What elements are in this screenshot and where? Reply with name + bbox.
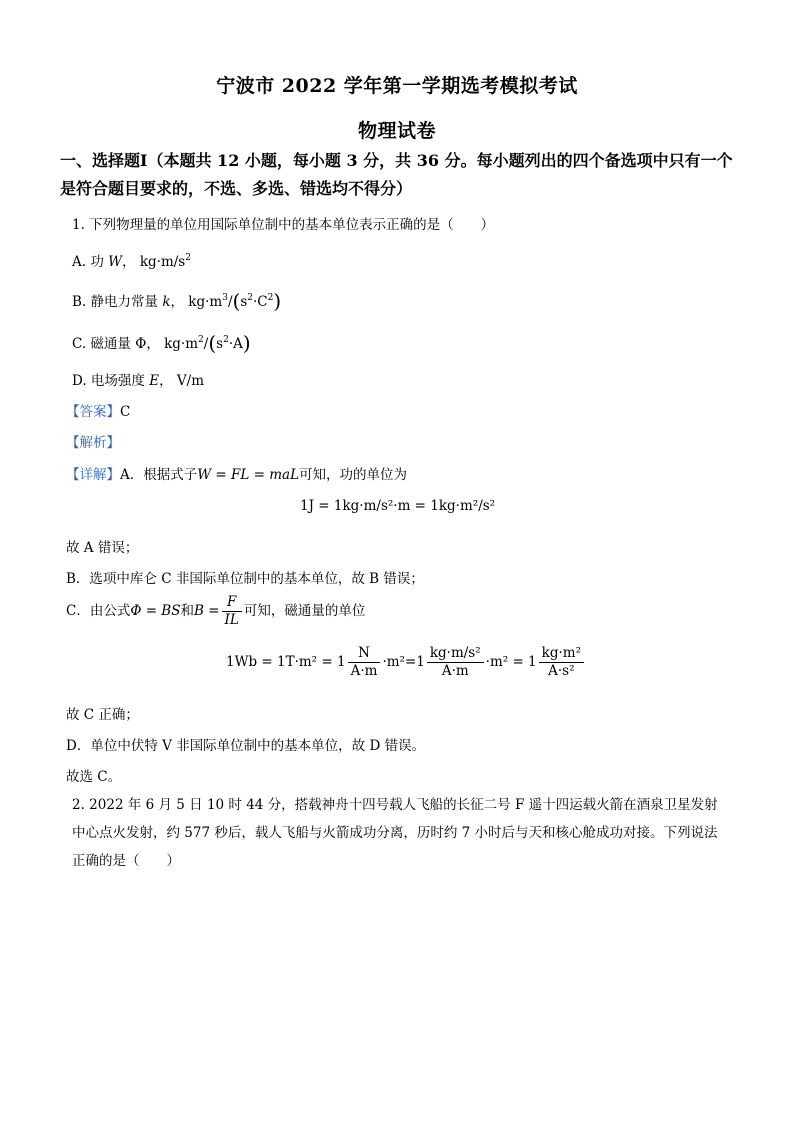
option-a-unit: kg·m/s [139,254,186,270]
detail-a-tail: 可知，功的单位为 [299,467,408,483]
question-1-stem: 1. 下列物理量的单位用国际单位制中的基本单位表示正确的是（ ） [72,217,495,233]
exam-title: 宁波市 2022 学年第一学期选考模拟考试 [216,75,578,97]
eq2-fraction-1 [348,645,381,680]
option-c-label: C. 磁通量 [72,336,131,352]
exam-subtitle: 物理试卷 [357,120,436,142]
option-a-label: A. 功 [72,254,104,270]
detail-a-text: A．根据式子 [120,467,198,483]
option-c-unit-b: s [216,336,224,352]
eq2-f1-num: N [348,645,381,663]
line-c-tail: 可知，磁通量的单位 [243,603,366,619]
eq2-f3-den: A·s² [548,663,575,679]
eq2-f2-den: A·m [441,663,469,679]
option-b-unit-c: ·C [253,294,268,310]
eq2-f2-num: kg·m/s² [427,645,484,663]
option-d-var: E [149,373,160,389]
option-b-label: B. 静电力常量 [72,294,159,310]
line-c-and: 和 [180,603,194,619]
option-b-unit-a: kg·m [188,294,223,310]
answer-line [66,400,130,420]
eq2-f3-num: kg·m² [539,645,584,663]
eq2-part-a: 1Wb = 1T·m² = 1 [226,654,346,670]
line-b: B．选项中库仑 C 非国际单位制中的基本单位，故 B 错误； [66,571,424,587]
line-c-pre: C．由公式 [66,603,131,619]
option-a: A. 功 W， $kg\cdot m/s^2$ [72,253,191,270]
answer-value: C [120,404,131,420]
option-c-unit-a: kg·m [164,336,199,352]
option-b-var: k [162,294,171,310]
equation-1: 1J = 1kg·m/s²·m = 1kg·m²/s² [300,498,496,514]
answer-tag: 【答案】 [66,404,120,420]
formula-b: B = [193,603,220,619]
equation-2 [226,645,586,680]
option-c: C. 磁通量 Φ， $kg\cdot m^2/(s^2\cdot A)$ [72,331,251,355]
fraction-f-il-num: F [222,594,242,612]
formula-flux: Φ = BS [130,603,181,619]
fraction-f-il [222,594,242,629]
option-d-label: D. 电场强度 [72,373,145,389]
conclusion: 故选 C。 [66,769,122,785]
line-c [66,594,365,629]
analysis-line [66,431,120,451]
analysis-tag: 【解析】 [66,435,120,451]
option-b: B. 静电力常量 k， $kg\cdot m^3/(s^2\cdot C^2)$ [72,289,282,313]
eq2-part-c: ·m² = 1 [485,654,537,670]
eq2-part-b: ·m²=1 [382,654,425,670]
section-heading: 一、选择题Ⅰ（本题共 12 小题，每小题 3 分，共 36 分。每小题列出的四个备选项中只有一个是符合题目要求的，不选、多选、错选均不得分） [60,151,733,198]
option-c-unit-c: ·A [228,336,243,352]
option-c-var: Φ [135,336,147,352]
option-b-unit-b: s [240,294,248,310]
option-d: D. 电场强度 E， V/m [72,373,204,389]
line-d: D．单位中伏特 V 非国际单位制中的基本单位，故 D 错误。 [66,738,426,754]
eq2-fraction-2 [427,645,484,680]
line-a-wrong: 故 A 错误； [66,540,139,556]
line-c-right: 故 C 正确； [66,707,139,723]
fraction-f-il-den: IL [224,612,239,628]
eq2-f1-den: A·m [350,663,378,679]
detail-a-line [66,463,407,483]
detail-tag: 【详解】 [66,467,120,483]
option-a-var: W [108,254,123,270]
formula-work: W = FL = maL [197,467,300,483]
question-2-stem: 2. 2022 年 6 月 5 日 10 时 44 分，搭载神舟十四号载人飞船的长征二号 F 遥十四运载火箭在酒泉卫星发射中心点火发射，约 577 秒后，载人飞船与火箭成功分离，历时约 7 小时后与天和核心舱成功对接。下列说法正确的是（ ） [72,797,718,869]
option-d-unit: V/m [176,373,204,389]
eq2-fraction-3 [539,645,584,680]
